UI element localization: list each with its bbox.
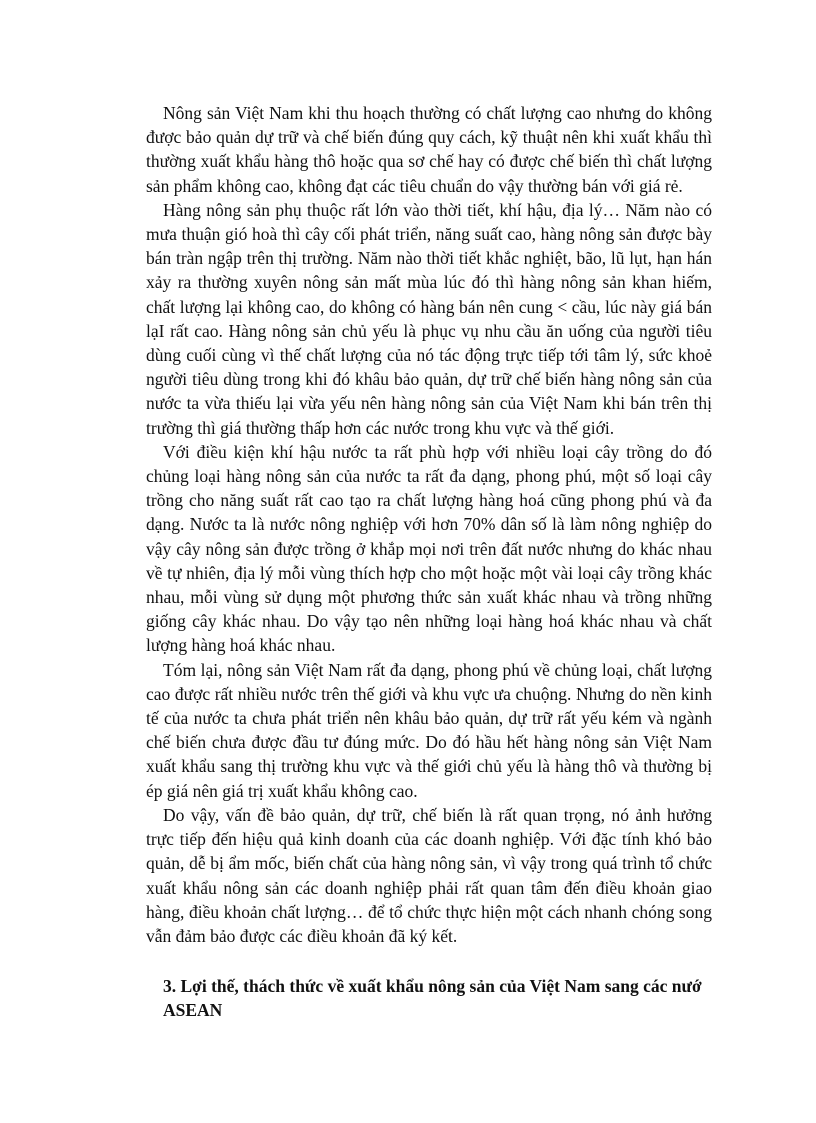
paragraph-2: Hàng nông sản phụ thuộc rất lớn vào thời tiết, khí hậu, địa lý… Năm nào có mưa thuận gió hoà thì cây cối phát triển, năng suất cao, hàng nông sản được bày bán tràn ngập trên thị trường. Năm nào thời tiết khắc nghiệt, bão, lũ lụt, hạn hán xảy ra thường xuyên nông sản mất mùa lúc đó thì hàng nông sản khan hiếm, chất lượng lại không cao, do không có hàng bán nên cung < cầu, lúc này giá bán lạI rất cao. Hàng nông sản chủ yếu là phục vụ nhu cầu ăn uống của người tiêu dùng cuối cùng vì thế chất lượng của nó tác động trực tiếp tới tâm lý, sức khoẻ người tiêu dùng trong khi đó khâu bảo quản, dự trữ chế biến hàng nông sản của nước ta vừa thiếu lại vừa yếu nên hàng nông sản của Việt Nam khi bán trên thị trường thì giá thường thấp hơn các nước trong khu vực và thế giới.: [146, 199, 712, 438]
paragraph-4: Tóm lại, nông sản Việt Nam rất đa dạng, phong phú về chủng loại, chất lượng cao được rất nhiều nước trên thế giới và khu vực ưa chuộng. Nhưng do nền kinh tế của nước ta chưa phát triển nên khâu bảo quản, dự trữ rất yếu kém và ngành chế biến chưa được đầu tư đúng mức. Do đó hầu hết hàng nông sản Việt Nam xuất khẩu sang thị trường khu vực và thế giới chủ yếu là hàng thô và thường bị ép giá nên giá trị xuất khẩu không cao.: [146, 659, 712, 801]
document-body: [146, 101, 712, 1023]
section-heading: 3. Lợi thế, thách thức về xuất khẩu nông sản của Việt Nam sang các nướ ASEAN: [163, 976, 702, 1021]
paragraph-3: Với điều kiện khí hậu nước ta rất phù hợp với nhiều loại cây trồng do đó chủng loại hàng nông sản của nước ta rất đa dạng, phong phú, một số loại cây trồng cho năng suất rất cao tạo ra chất lượng hàng hoá cũng phong phú và đa dạng. Nước ta là nước nông nghiệp với hơn 70% dân số là làm nông nghiệp do vậy cây nông sản được trồng ở khắp mọi nơi trên đất nước nhưng do khác nhau về tự nhiên, địa lý mỗi vùng thích hợp cho một hoặc một vài loại cây trồng khác nhau, mỗi vùng sử dụng một phương thức sản xuất khác nhau và trồng những giống cây khác nhau. Do vậy tạo nên những loại hàng hoá khác nhau và chất lượng hàng hoá khác nhau.: [146, 441, 712, 656]
paragraph-5: Do vậy, vấn đề bảo quản, dự trữ, chế biến là rất quan trọng, nó ảnh hưởng trực tiếp đến hiệu quả kinh doanh của các doanh nghiệp. Với đặc tính khó bảo quản, dễ bị ẩm mốc, biến chất của hàng nông sản, vì vậy trong quá trình tổ chức xuất khẩu nông sản các doanh nghiệp phải rất quan tâm đến điều khoản giao hàng, điều khoản chất lượng… để tổ chức thực hiện một cách nhanh chóng song vẫn đảm bảo được các điều khoản đã ký kết.: [146, 804, 712, 946]
paragraph-1: Nông sản Việt Nam khi thu hoạch thường có chất lượng cao nhưng do không được bảo quản dự trữ và chế biến đúng quy cách, kỹ thuật nên khi xuất khẩu thì thường xuất khẩu hàng thô hoặc qua sơ chế hay có được chế biến thì chất lượng sản phẩm không cao, không đạt các tiêu chuẩn do vậy thường bán với giá rẻ.: [146, 103, 712, 196]
